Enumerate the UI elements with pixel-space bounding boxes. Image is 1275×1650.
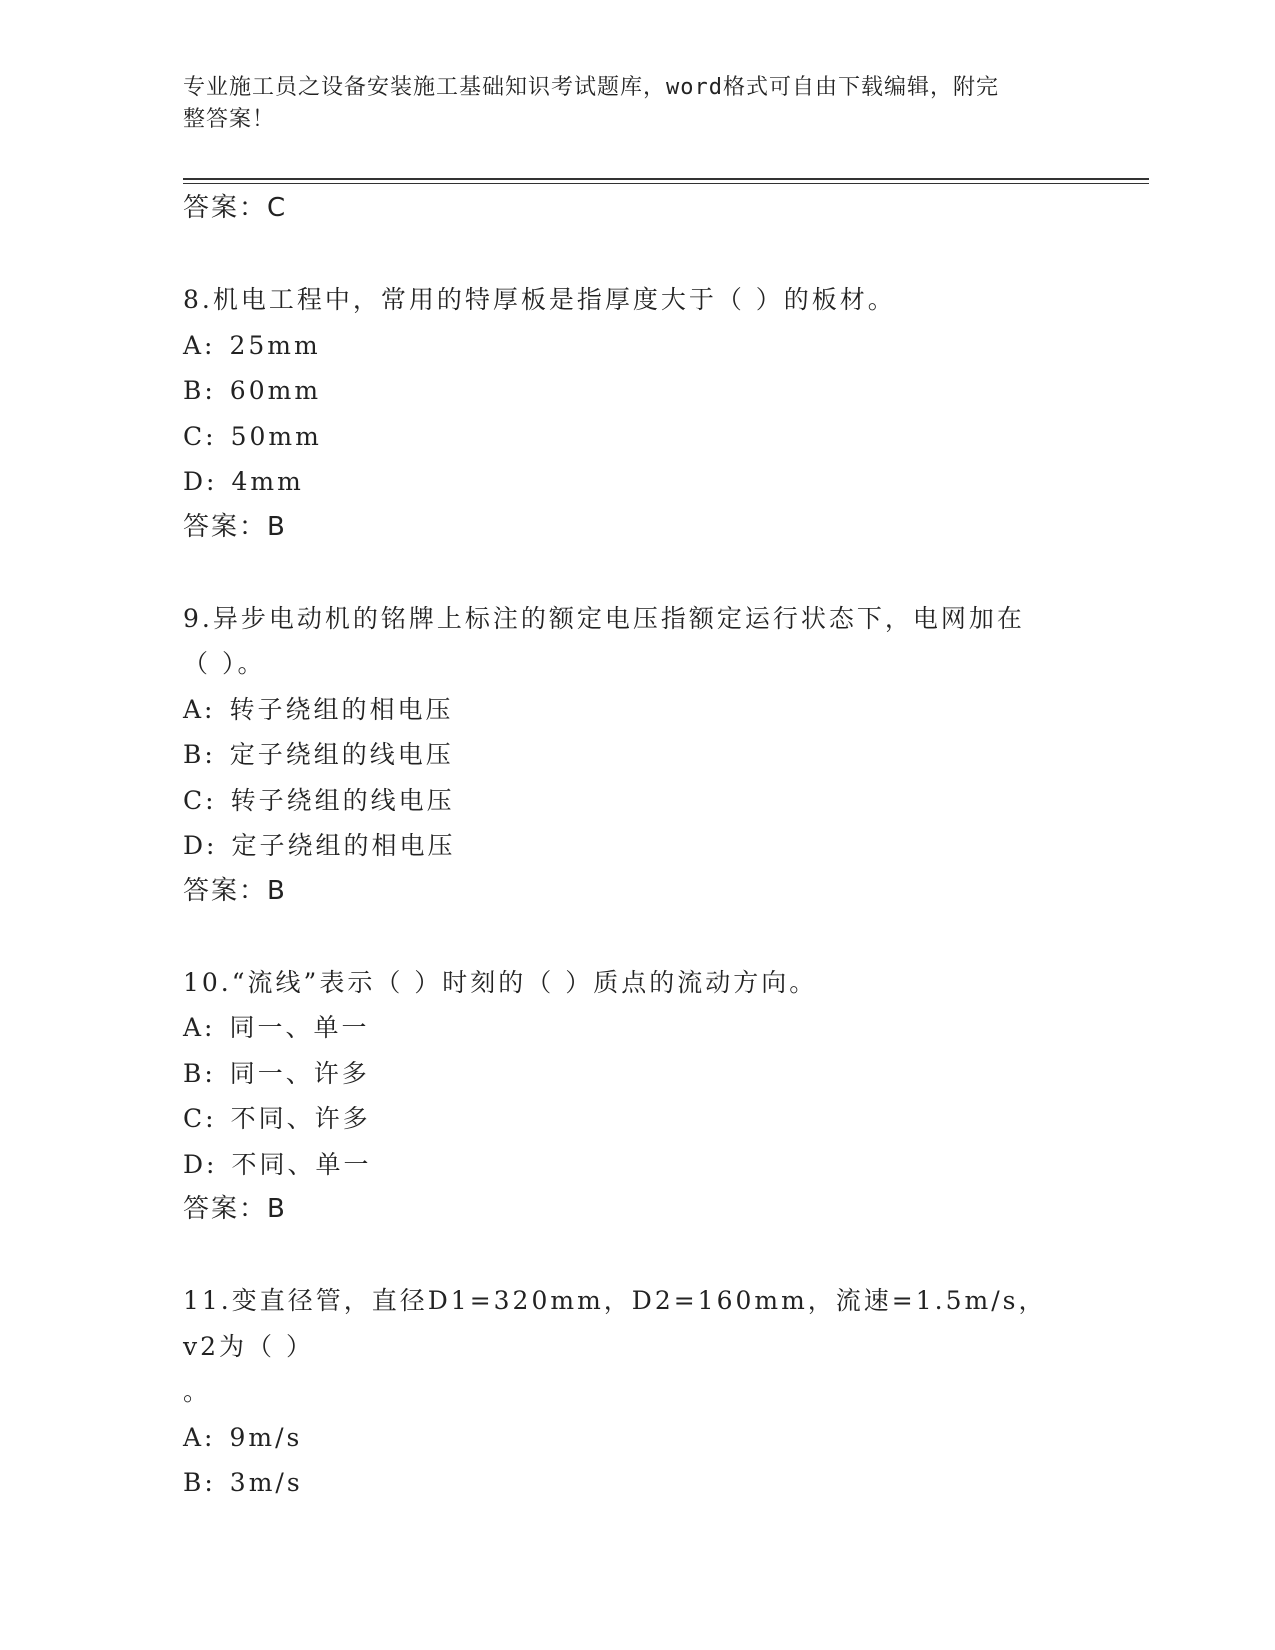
answer-line: 答案：B	[183, 511, 287, 542]
option-label: A:	[183, 1013, 216, 1042]
header-divider-thin	[183, 183, 1149, 184]
option-label: C:	[183, 785, 217, 815]
header-divider-thick	[183, 178, 1149, 180]
option-text: 50mm	[230, 421, 322, 451]
option-label: D:	[183, 467, 218, 496]
option-a	[183, 1005, 1063, 1051]
answer-line: 答案：B	[183, 875, 287, 906]
option-text: 9m/s	[229, 1422, 303, 1452]
option-text: 3m/s	[229, 1468, 303, 1497]
option-text: 60mm	[229, 376, 322, 405]
question-text: 10.“流线”表示（ ）时刻的（ ）质点的流动方向。	[183, 967, 818, 997]
option-label: B:	[183, 1468, 216, 1497]
question-text-continued: 。	[183, 1377, 212, 1406]
option-b	[183, 1460, 1063, 1506]
question-text: 11.变直径管，直径D1=320mm，D2=160mm，流速=1.5m/s，v2为（ ）	[183, 1286, 1047, 1361]
option-text: 转子绕组的线电压	[230, 785, 455, 815]
header-line-1: 专业施工员之设备安装施工基础知识考试题库，word格式可自由下载编辑，附完	[183, 75, 999, 100]
option-text: 同一、许多	[229, 1058, 370, 1088]
question-block	[183, 960, 1063, 1233]
question-block	[183, 277, 1063, 550]
option-d	[183, 823, 1063, 869]
answer-line: 答案：B	[183, 1194, 287, 1224]
option-a	[183, 323, 1063, 369]
answer-line: 答案：C	[183, 193, 288, 223]
question-list	[183, 186, 1063, 1506]
question-text-continued: （ ）。	[183, 649, 266, 678]
option-label: A:	[183, 694, 216, 724]
option-label: D:	[183, 831, 218, 860]
question-text: 8.机电工程中，常用的特厚板是指厚度大于（ ）的板材。	[183, 285, 896, 314]
option-label: D:	[183, 1149, 218, 1179]
option-label: A:	[183, 330, 216, 360]
option-text: 4mm	[231, 467, 304, 496]
option-label: B:	[183, 376, 216, 405]
option-text: 不同、许多	[230, 1104, 371, 1133]
option-text: 25mm	[229, 330, 321, 360]
option-label: B:	[183, 1058, 216, 1088]
question-text: 9.异步电动机的铭牌上标注的额定电压指额定运行状态下，电网加在	[183, 603, 1025, 633]
question-block	[183, 596, 1063, 915]
option-a	[183, 1415, 1063, 1461]
option-b	[183, 732, 1063, 778]
option-b	[183, 368, 1063, 414]
option-text: 定子绕组的线电压	[229, 740, 454, 769]
option-label: B:	[183, 740, 216, 769]
option-a	[183, 687, 1063, 733]
option-text: 同一、单一	[229, 1013, 370, 1042]
document-header	[183, 72, 1063, 136]
option-text: 定子绕组的相电压	[231, 831, 456, 860]
header-line-2: 整答案！	[183, 107, 276, 132]
question-block	[183, 1278, 1063, 1506]
option-c	[183, 778, 1063, 824]
option-label: C:	[183, 1104, 217, 1133]
option-label: C:	[183, 421, 217, 451]
option-b	[183, 1051, 1063, 1097]
option-d	[183, 459, 1063, 505]
option-c	[183, 1096, 1063, 1142]
option-label: A:	[183, 1422, 216, 1452]
option-c	[183, 414, 1063, 460]
option-d	[183, 1142, 1063, 1188]
option-text: 转子绕组的相电压	[229, 694, 454, 724]
option-text: 不同、单一	[231, 1149, 372, 1179]
